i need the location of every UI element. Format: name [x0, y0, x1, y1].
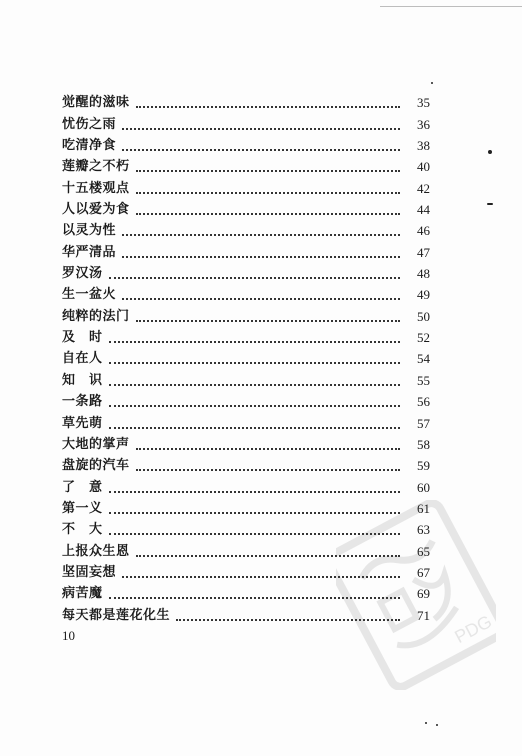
page-number: 10 — [62, 628, 75, 643]
toc-entry-title: 觉醒的滋味 — [62, 95, 130, 111]
watermark-text: PDG — [451, 611, 496, 648]
toc-entry-page: 69 — [417, 586, 430, 602]
toc-entry-page: 42 — [417, 180, 430, 196]
toc-entry-title: 坚固妄想 — [62, 564, 117, 580]
toc-entry-title: 吃清净食 — [62, 138, 117, 154]
toc-entry — [62, 453, 430, 474]
toc-entry-title: 第一义 — [62, 500, 103, 516]
toc-entry — [62, 133, 430, 154]
toc-entry — [62, 239, 430, 260]
toc-entry-title: 罗汉汤 — [62, 266, 103, 282]
toc-entry — [62, 346, 430, 367]
toc-entry-title: 一条路 — [62, 394, 103, 410]
toc-entry-page: 50 — [417, 308, 430, 324]
toc-dot-leader — [136, 448, 400, 450]
toc-entry — [62, 303, 430, 324]
toc-entry-title: 以灵为性 — [62, 223, 117, 239]
toc-entry-page: 52 — [417, 330, 430, 346]
toc-dot-leader — [136, 469, 400, 471]
toc-entry-title: 每天都是莲花化生 — [62, 607, 171, 623]
toc-dot-leader — [109, 491, 400, 493]
scan-speck — [487, 203, 493, 205]
toc-entry-page: 65 — [417, 543, 430, 559]
toc-entry — [62, 325, 430, 346]
toc-entry-page: 61 — [417, 500, 430, 516]
scan-speck — [425, 722, 427, 724]
toc-entry-page: 58 — [417, 436, 430, 452]
toc-entry-page: 49 — [417, 287, 430, 303]
toc-entry-title: 不 大 — [62, 522, 103, 538]
toc-entry — [62, 474, 430, 495]
toc-entry — [62, 367, 430, 388]
toc-dot-leader — [122, 234, 400, 236]
toc-entry — [62, 218, 430, 239]
toc-entry — [62, 197, 430, 218]
toc-entry-page: 59 — [417, 458, 430, 474]
toc-entry-page: 40 — [417, 159, 430, 175]
toc-dot-leader — [109, 362, 400, 364]
toc-entry-page: 44 — [417, 202, 430, 218]
toc-entry-page: 47 — [417, 244, 430, 260]
toc-dot-leader — [109, 341, 400, 343]
toc-dot-leader — [109, 427, 400, 429]
toc-entry — [62, 154, 430, 175]
toc-entry-title: 草先萌 — [62, 415, 103, 431]
toc-entry-page: 48 — [417, 266, 430, 282]
scan-speck — [431, 82, 433, 84]
toc-entry-title: 忧伤之雨 — [62, 116, 117, 132]
toc-dot-leader — [122, 128, 400, 130]
toc-entry — [62, 111, 430, 132]
toc-entry-page: 36 — [417, 116, 430, 132]
toc-entry — [62, 389, 430, 410]
toc-entry-page: 46 — [417, 223, 430, 239]
toc-entry-page: 71 — [417, 607, 430, 623]
toc-entry-page: 55 — [417, 372, 430, 388]
pdg-watermark-seal — [336, 500, 496, 690]
toc-entry — [62, 175, 430, 196]
toc-entry-title: 上报众生恩 — [62, 543, 130, 559]
toc-entry-title: 华严清品 — [62, 244, 117, 260]
toc-dot-leader — [136, 170, 400, 172]
scan-speck — [436, 724, 438, 726]
toc-entry-title: 了 意 — [62, 479, 103, 495]
toc-entry-title: 生一盆火 — [62, 287, 117, 303]
scan-edge-line — [380, 6, 522, 7]
toc-dot-leader — [122, 298, 400, 300]
toc-entry-title: 人以爱为食 — [62, 202, 130, 218]
toc-dot-leader — [109, 277, 400, 279]
toc-entry — [62, 282, 430, 303]
toc-entry-page: 63 — [417, 522, 430, 538]
toc-entry — [62, 90, 430, 111]
toc-entry-title: 病苦魔 — [62, 586, 103, 602]
toc-entry-page: 54 — [417, 351, 430, 367]
toc-entry-page: 57 — [417, 415, 430, 431]
toc-dot-leader — [136, 106, 400, 108]
toc-entry-title: 纯粹的法门 — [62, 308, 130, 324]
toc-entry-page: 67 — [417, 564, 430, 580]
toc-entry-title: 盘旋的汽车 — [62, 458, 130, 474]
toc-entry — [62, 410, 430, 431]
toc-entry-title: 及 时 — [62, 330, 103, 346]
toc-entry-page: 60 — [417, 479, 430, 495]
toc-entry-title: 莲瓣之不朽 — [62, 159, 130, 175]
toc-dot-leader — [136, 192, 400, 194]
toc-entry-page: 56 — [417, 394, 430, 410]
toc-entry-title: 大地的掌声 — [62, 436, 130, 452]
toc-dot-leader — [109, 384, 400, 386]
scan-speck — [488, 150, 492, 154]
toc-dot-leader — [136, 213, 400, 215]
toc-entry-title: 十五楼观点 — [62, 180, 130, 196]
toc-entry-page: 38 — [417, 138, 430, 154]
toc-entry — [62, 432, 430, 453]
toc-dot-leader — [136, 320, 400, 322]
toc-dot-leader — [122, 149, 400, 151]
toc-entry-title: 自在人 — [62, 351, 103, 367]
toc-entry — [62, 261, 430, 282]
toc-dot-leader — [122, 256, 400, 258]
toc-dot-leader — [109, 405, 400, 407]
toc-entry-title: 知 识 — [62, 372, 103, 388]
toc-entry-page: 35 — [417, 95, 430, 111]
